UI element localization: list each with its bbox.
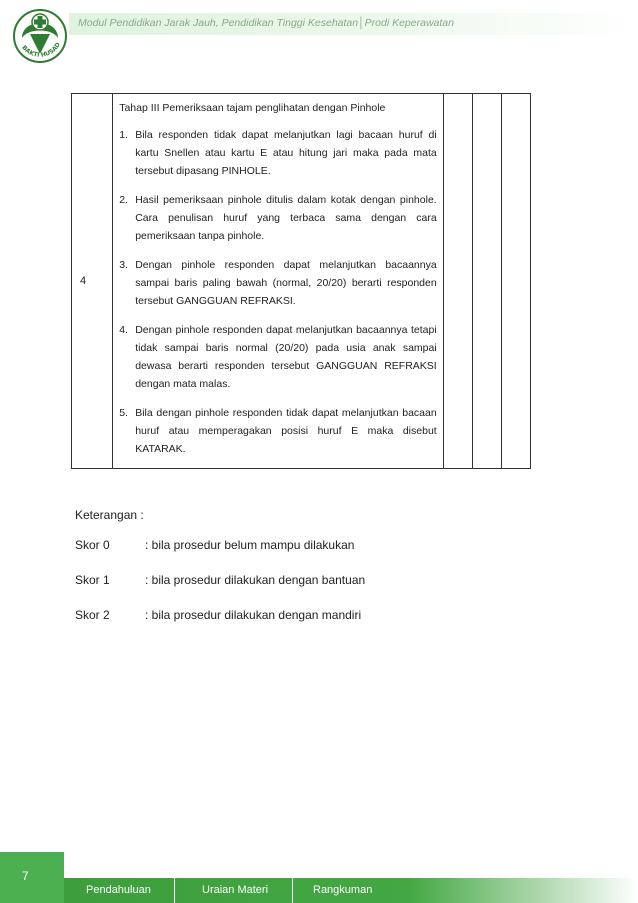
step-text: Dengan pinhole responden dapat melanjutkan bacaannya sampai baris paling bawah (normal, 20/20) berarti responden tersebut GANGGUAN REFRAKSI. [135, 259, 437, 307]
list-item [119, 404, 436, 458]
legend-row [75, 608, 365, 626]
list-item [119, 191, 436, 245]
step-number: 4. [119, 324, 128, 336]
page-number: 7 [22, 869, 29, 883]
score-cell-1 [472, 94, 501, 469]
score-cell-2 [501, 94, 530, 469]
legend-code: Skor 1 [75, 573, 110, 587]
procedure-cell [113, 94, 443, 469]
nav-pendahuluan[interactable]: Pendahuluan [64, 878, 175, 903]
list-item [119, 126, 436, 180]
step-number: 3. [119, 259, 128, 271]
footer-nav [64, 878, 413, 903]
legend-row [75, 538, 365, 556]
step-text: Bila responden tidak dapat melanjutkan lagi bacaan huruf di kartu Snellen atau kartu E atau hitung jari maka pada mata tersebut dipasang PINHOLE. [135, 129, 437, 177]
bakti-husada-logo [12, 4, 68, 72]
stage-title: Tahap III Pemeriksaan tajam penglihatan dengan Pinhole [119, 102, 386, 114]
nav-rangkuman[interactable]: Rangkuman [313, 884, 373, 896]
row-number: 4 [72, 94, 113, 469]
legend-code: Skor 2 [75, 608, 110, 622]
procedure-steps [119, 126, 436, 458]
legend-title: Keterangan : [75, 508, 144, 522]
procedure-table [71, 93, 531, 469]
page-number-box [0, 852, 64, 903]
svg-text:BAKTI HUSADA: BAKTI HUSAD [20, 41, 62, 59]
legend-desc: : bila prosedur dilakukan dengan mandiri [145, 608, 362, 622]
step-text: Dengan pinhole responden dapat melanjutkan bacaannya tetapi tidak sampai baris normal (20/20) pada usia anak sampai dewasa berarti responden tersebut GANGGUAN REFRAKSI dengan mata malas. [135, 324, 437, 390]
list-item [119, 321, 436, 393]
step-number: 5. [119, 407, 128, 419]
running-title: Modul Pendidikan Jarak Jauh, Pendidikan Tinggi Kesehatan│Prodi Keperawatan [78, 17, 454, 29]
step-text: Bila dengan pinhole responden tidak dapat melanjutkan bacaan huruf atau memperagakan posisi huruf E maka disebut KATARAK. [135, 407, 437, 455]
nav-uraian-materi[interactable]: Uraian Materi [175, 878, 293, 903]
score-legend [75, 508, 365, 643]
step-text: Hasil pemeriksaan pinhole ditulis dalam kotak dengan pinhole. Cara penulisan huruf yang terbaca sama dengan cara pemeriksaan tanpa pinhole. [135, 194, 437, 242]
table-row [72, 94, 531, 469]
score-cell-0 [443, 94, 472, 469]
list-item [119, 256, 436, 310]
legend-code: Skor 0 [75, 538, 110, 552]
step-number: 1. [119, 129, 128, 141]
step-number: 2. [119, 194, 128, 206]
legend-desc: : bila prosedur dilakukan dengan bantuan [145, 573, 366, 587]
legend-row [75, 573, 365, 591]
legend-desc: : bila prosedur belum mampu dilakukan [145, 538, 355, 552]
